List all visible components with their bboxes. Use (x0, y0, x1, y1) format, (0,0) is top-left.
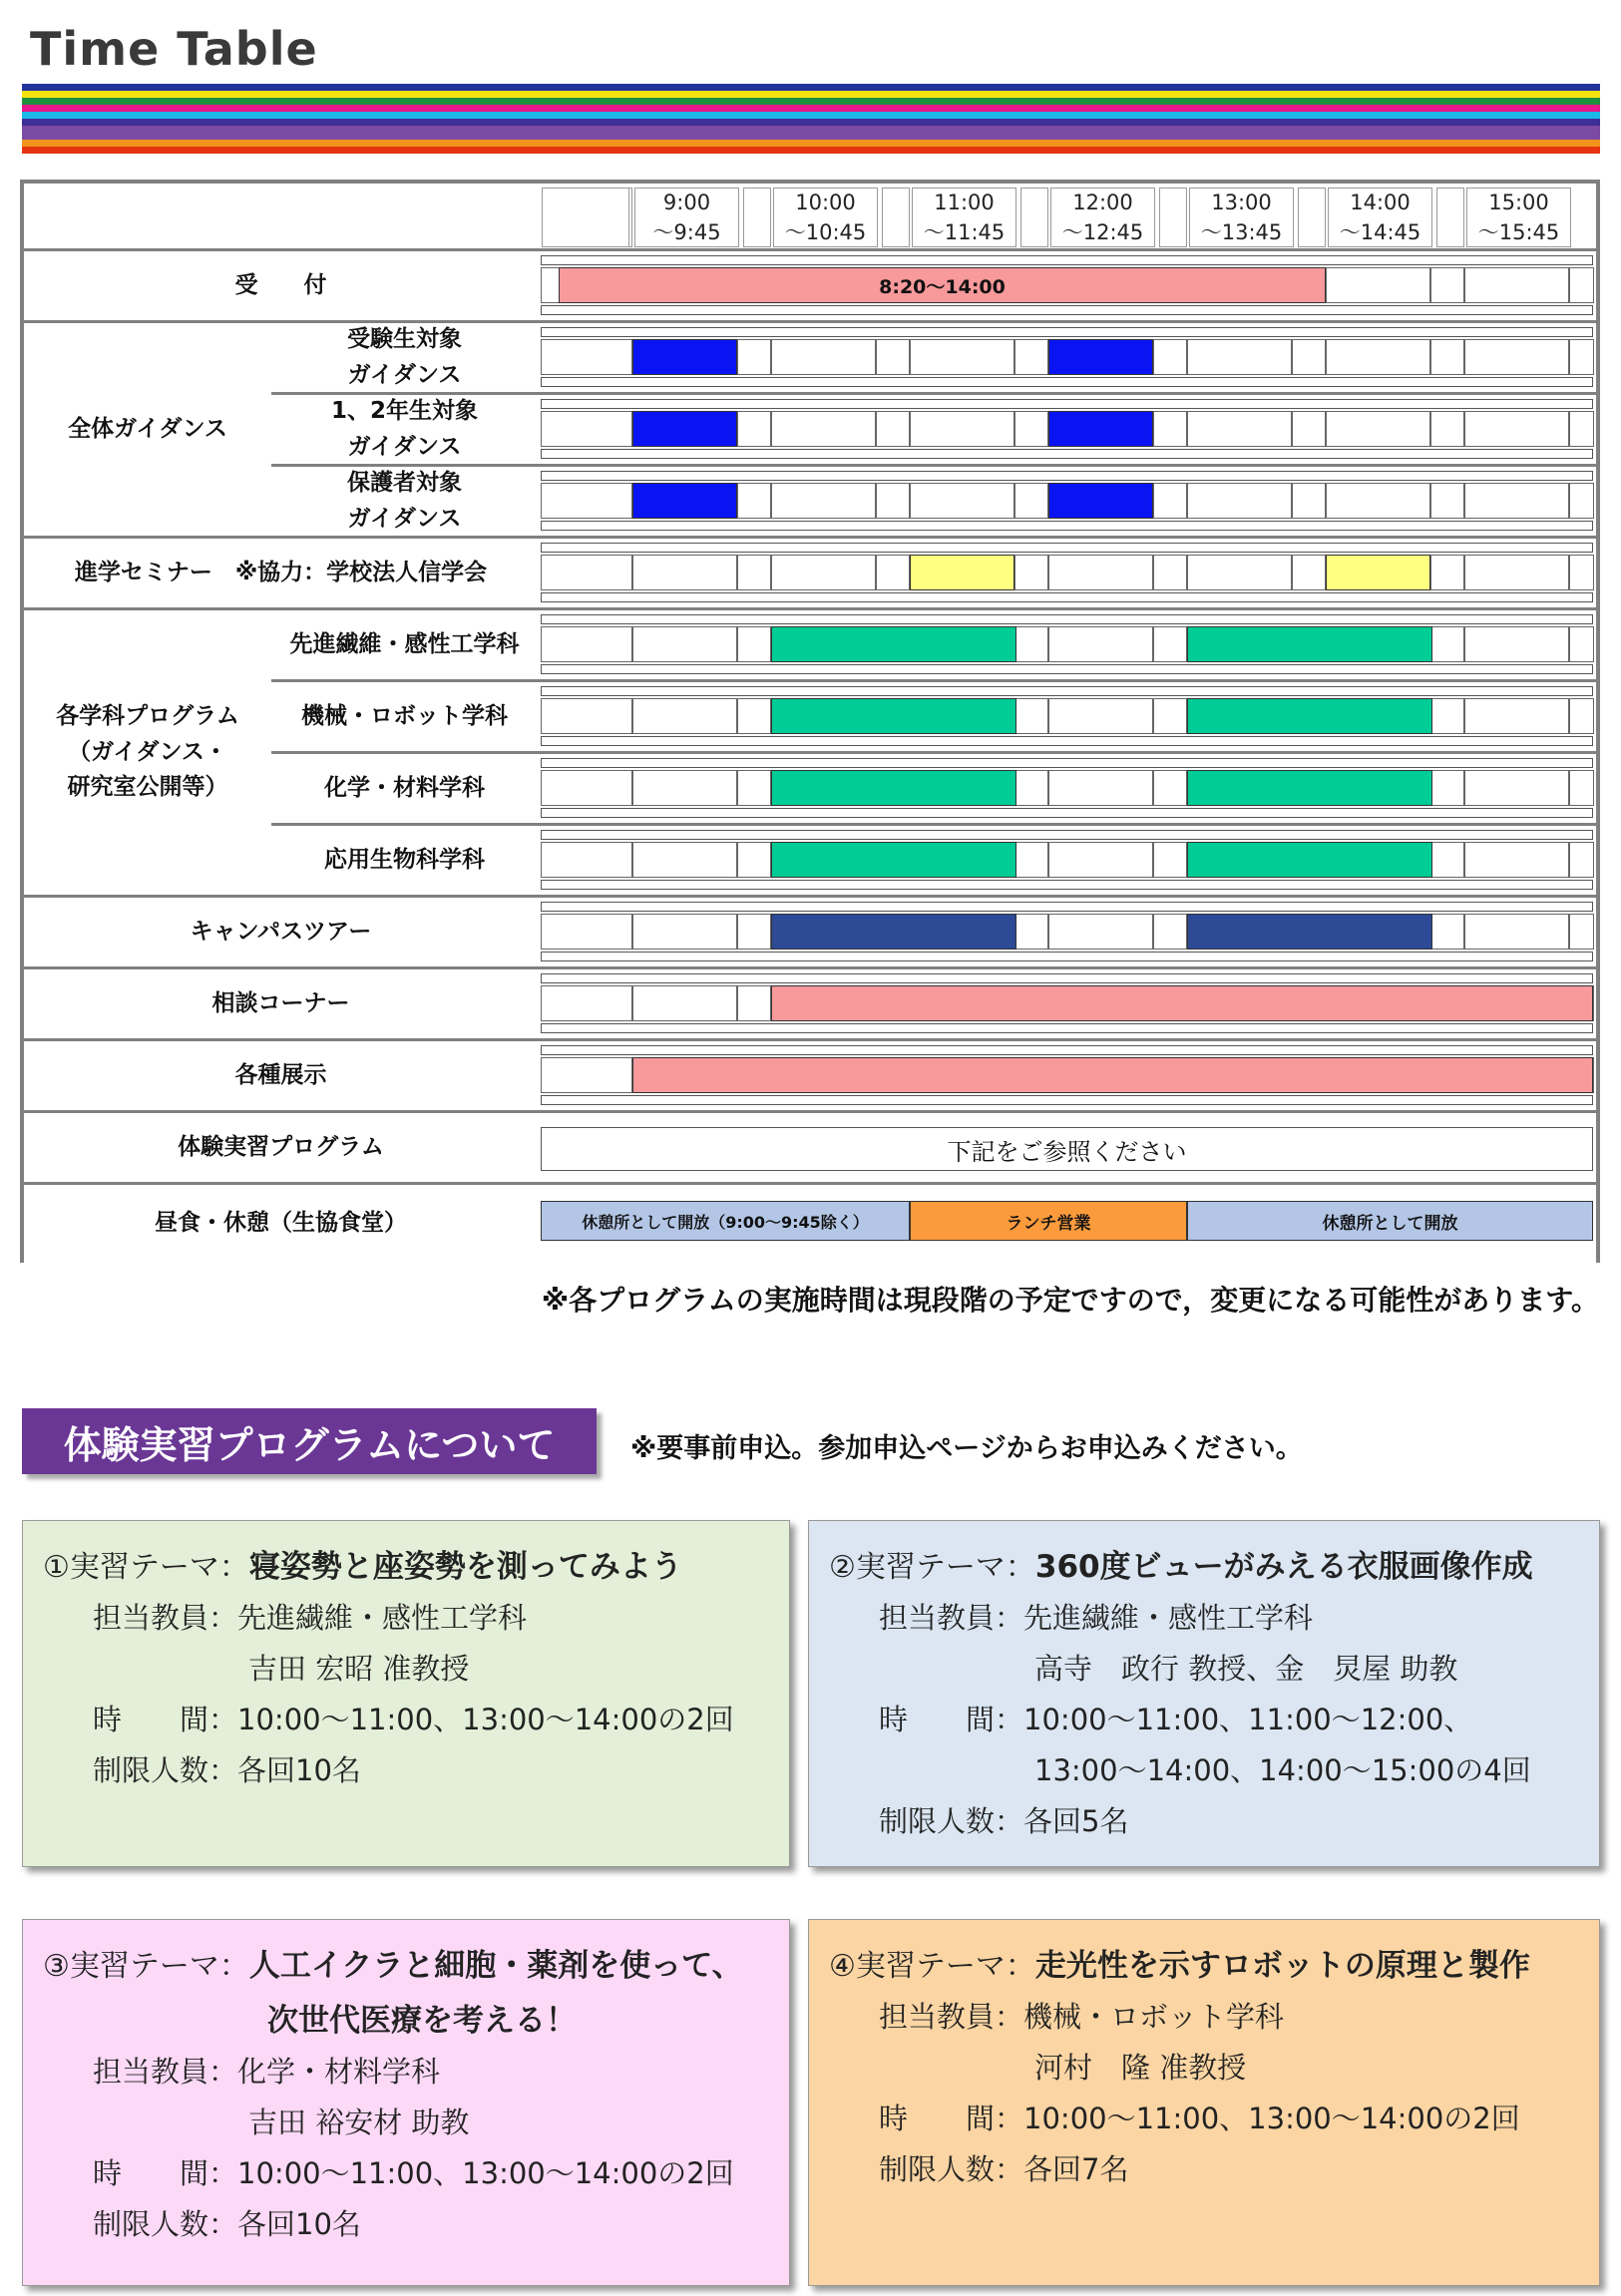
schedule-note: ※各プログラムの実施時間は現段階の予定ですので，変更になる可能性があります。 (541, 1284, 1599, 1317)
theme-label: ④実習テーマ： (829, 1949, 1035, 1984)
row-strip (541, 377, 1593, 387)
card-line (879, 1596, 1313, 1637)
row-strip (541, 543, 1593, 553)
timeline-cell (876, 555, 910, 590)
card-line (93, 2151, 734, 2192)
timeline-cell (632, 842, 737, 878)
timeline-cell (1014, 555, 1048, 590)
row-label-dept-programs (24, 610, 274, 898)
timeline-cell (737, 555, 771, 590)
timeline-cell (1430, 555, 1464, 590)
timeline-cell (1048, 626, 1153, 662)
timeline-cell (1464, 411, 1569, 447)
guidance-bar (632, 411, 737, 447)
teacher-dept: 化学・材料学科 (237, 2055, 441, 2089)
timeline-cell (1430, 626, 1464, 662)
page-title: Time Table (30, 22, 318, 76)
row-strip (541, 830, 1593, 840)
timeline-cell (1292, 483, 1326, 519)
capacity-value: 各回5名 (1023, 1804, 1129, 1838)
timeline-cell (1326, 267, 1430, 303)
card-line (1034, 2046, 1246, 2087)
time-slot-start: 13:00 (1211, 190, 1272, 214)
timeline-cell (1569, 914, 1594, 950)
timeline-cell (1430, 411, 1464, 447)
time-slot-header (1328, 188, 1432, 247)
rest-bar: 休憩所として開放 (1187, 1201, 1593, 1241)
rest-bar: 休憩所として開放（9:00～9:45除く） (541, 1201, 910, 1241)
guidance-bar (1048, 411, 1153, 447)
row-label-guidance: 全体ガイダンス (24, 323, 274, 539)
timeline-cell (1430, 914, 1464, 950)
timeline-cell (632, 626, 737, 662)
card-line (93, 2202, 361, 2243)
teacher-dept: 先進繊維・感性工学科 (1023, 1601, 1314, 1635)
guidance-sub-label-line: 受験生対象 (347, 325, 462, 352)
timeline-cell (541, 626, 632, 662)
stripe (22, 112, 1600, 119)
timeline-cell (1153, 555, 1187, 590)
consult-bar (771, 985, 1593, 1021)
time-slot-end: ～10:45 (784, 220, 867, 244)
timeline-cell (1292, 555, 1326, 590)
timeline-cell (1153, 914, 1187, 950)
timeline-cell (1014, 698, 1048, 734)
card-line (879, 1698, 1472, 1738)
card-line (43, 1541, 682, 1586)
card-line (267, 1995, 577, 2040)
theme-title: 寝姿勢と座姿勢を測ってみよう (248, 1549, 682, 1585)
card-line (93, 1748, 361, 1789)
teacher-label: 担当教員： (879, 2000, 1024, 2034)
timeline-cell (1153, 770, 1187, 806)
tour-bar (771, 914, 1016, 950)
time-slot-end: ～9:45 (652, 220, 721, 244)
capacity-label: 制限人数： (879, 1804, 1024, 1838)
row-strip (541, 952, 1593, 961)
capacity-label: 制限人数： (93, 1753, 238, 1787)
teacher-name: 吉田 裕安材 助教 (248, 2105, 470, 2139)
timeline-cell (541, 842, 632, 878)
timetable (20, 180, 1600, 1263)
timeline-cell (541, 1057, 632, 1093)
timeline-cell (541, 770, 632, 806)
dept-bar (771, 842, 1016, 878)
time-slot-start: 14:00 (1350, 190, 1411, 214)
dept-bar (771, 626, 1016, 662)
timeline-cell (737, 339, 771, 375)
dept-sub-label: 応用生物科学科 (271, 826, 541, 898)
guidance-sub-label-line: ガイダンス (347, 433, 462, 460)
capacity-value: 各回10名 (237, 1753, 361, 1787)
program-card (808, 1520, 1600, 1867)
dept-bar (1187, 770, 1432, 806)
row-strip (541, 664, 1593, 674)
row-label-experience: 体験実習プログラム (24, 1113, 541, 1185)
theme-title: 走光性を示すロボットの原理と製作 (1034, 1948, 1530, 1984)
timeline-cell (1153, 626, 1187, 662)
timeline-cell (737, 411, 771, 447)
dept-programs-label-line: 研究室公開等） (67, 774, 228, 801)
timeline-cell (1153, 411, 1187, 447)
teacher-dept: 機械・ロボット学科 (1023, 2000, 1285, 2034)
dept-sub-label: 機械・ロボット学科 (271, 682, 541, 754)
teacher-name: 吉田 宏昭 准教授 (248, 1652, 470, 1686)
teacher-name: 河村 隆 准教授 (1034, 2051, 1247, 2085)
time-slot-gap (542, 188, 629, 247)
timeline-cell (1326, 483, 1430, 519)
row-label-reception: 受 付 (24, 251, 541, 323)
time-slot-header (1466, 188, 1571, 247)
timeline-cell (1464, 267, 1569, 303)
dept-programs-label-line: 各学科プログラム (56, 703, 239, 730)
card-line (879, 2097, 1520, 2137)
time-slot-end: ～14:45 (1339, 220, 1421, 244)
row-strip (541, 592, 1593, 602)
row-strip (541, 614, 1593, 624)
timeline-cell (1569, 555, 1594, 590)
card-line (829, 1940, 1530, 1985)
timeline-cell (1464, 483, 1569, 519)
teacher-name: 高寺 政行 教授、金 炅屋 助教 (1034, 1652, 1458, 1686)
row-strip (541, 758, 1593, 768)
theme-label: ③実習テーマ： (43, 1949, 249, 1984)
row-strip (541, 449, 1593, 459)
header-corner (24, 184, 541, 251)
time-value: 10:00～11:00、13:00～14:00の2回 (1023, 2102, 1520, 2135)
guidance-sub-label (271, 467, 541, 539)
timeline-cell (910, 339, 1014, 375)
time-slot-gap (1020, 188, 1048, 247)
timeline-cell (541, 483, 632, 519)
row-label-tour: キャンパスツアー (24, 898, 541, 969)
guidance-sub-label-line: 1、2年生対象 (330, 397, 478, 424)
time-value-cont: 13:00～14:00、14:00～15:00の4回 (1034, 1753, 1531, 1787)
dept-bar (771, 698, 1016, 734)
timeline-cell (1569, 770, 1594, 806)
card-line (93, 2050, 440, 2091)
stripe (22, 91, 1600, 98)
timeline-cell (737, 483, 771, 519)
capacity-value: 各回7名 (1023, 2152, 1129, 2186)
time-slot-gap (743, 188, 771, 247)
timeline-cell (632, 985, 737, 1021)
row-strip (541, 808, 1593, 818)
time-slot-gap (1159, 188, 1187, 247)
program-section-title: 体験実習プログラムについて (22, 1408, 597, 1474)
capacity-label: 制限人数： (93, 2207, 238, 2241)
time-slot-header (634, 188, 739, 247)
timeline-cell (1326, 411, 1430, 447)
guidance-sub-label-line: ガイダンス (347, 361, 462, 388)
stripe (22, 98, 1600, 105)
time-slot-start: 12:00 (1072, 190, 1133, 214)
dept-bar (1187, 626, 1432, 662)
timeline-cell (1048, 842, 1153, 878)
timeline-cell (541, 985, 632, 1021)
timeline-cell (632, 698, 737, 734)
row-strip (541, 327, 1593, 337)
time-slot-end: ～13:45 (1200, 220, 1283, 244)
timeline-cell (1326, 339, 1430, 375)
row-strip (541, 736, 1593, 746)
theme-title: 人工イクラと細胞・薬剤を使って、 (248, 1948, 743, 1984)
program-card (808, 1919, 1600, 2286)
row-label-consult: 相談コーナー (24, 969, 541, 1041)
time-label: 時 間： (879, 2102, 1024, 2135)
time-slot-start: 10:00 (795, 190, 856, 214)
timeline-cell (737, 770, 771, 806)
timeline-cell (541, 914, 632, 950)
timeline-cell (1014, 483, 1048, 519)
row-strip (541, 880, 1593, 890)
timeline-cell (1464, 842, 1569, 878)
teacher-dept: 先進繊維・感性工学科 (237, 1601, 528, 1635)
timeline-cell (1464, 339, 1569, 375)
card-line (43, 1940, 743, 1985)
seminar-bar (1326, 555, 1430, 590)
timeline-cell (1153, 339, 1187, 375)
time-label: 時 間： (879, 1703, 1024, 1736)
exhibit-bar (632, 1057, 1593, 1093)
program-card (22, 1919, 790, 2286)
time-value: 10:00～11:00、11:00～12:00、 (1023, 1703, 1473, 1736)
stripe (22, 84, 1600, 91)
card-line (879, 1995, 1284, 2036)
program-card (22, 1520, 790, 1867)
timeline-cell (1430, 483, 1464, 519)
timeline-cell (1048, 770, 1153, 806)
time-slot-header (1189, 188, 1294, 247)
time-slot-gap (1436, 188, 1464, 247)
timeline-cell (1569, 698, 1594, 734)
timeline-cell (1430, 339, 1464, 375)
timeline-cell (1014, 770, 1048, 806)
timeline-cell (737, 985, 771, 1021)
timeline-cell (876, 483, 910, 519)
time-value: 10:00～11:00、13:00～14:00の2回 (237, 1703, 734, 1736)
capacity-value: 各回10名 (237, 2207, 361, 2241)
time-label: 時 間： (93, 2156, 238, 2190)
timeline-cell (1014, 411, 1048, 447)
timeline-cell (1430, 267, 1464, 303)
timeline-cell (737, 698, 771, 734)
row-strip (541, 1045, 1593, 1055)
guidance-sub-label (271, 395, 541, 467)
timeline-cell (632, 914, 737, 950)
timeline-cell (632, 555, 737, 590)
teacher-label: 担当教員： (93, 1601, 238, 1635)
time-label: 時 間： (93, 1703, 238, 1736)
card-line (1034, 1748, 1531, 1789)
timeline-cell (771, 555, 876, 590)
timeline-cell (1187, 555, 1292, 590)
timeline-cell (1048, 914, 1153, 950)
timeline-cell (1569, 483, 1594, 519)
capacity-label: 制限人数： (879, 2152, 1024, 2186)
guidance-sub-label-line: 保護者対象 (347, 469, 462, 496)
reception-bar: 8:20～14:00 (559, 267, 1326, 303)
timeline-cell (632, 770, 737, 806)
timeline-cell (1187, 483, 1292, 519)
card-line (829, 1541, 1533, 1586)
teacher-label: 担当教員： (93, 2055, 238, 2089)
time-slot-header (912, 188, 1016, 247)
timeline-cell (1569, 411, 1594, 447)
row-label-exhibit: 各種展示 (24, 1041, 541, 1113)
timeline-cell (1048, 555, 1153, 590)
experience-box: 下記をご参照ください (541, 1127, 1593, 1171)
dept-sub-label: 化学・材料学科 (271, 754, 541, 826)
dept-bar (1187, 842, 1432, 878)
guidance-bar (1048, 339, 1153, 375)
time-slot-gap (882, 188, 910, 247)
guidance-bar (1048, 483, 1153, 519)
dept-sub-label: 先進繊維・感性工学科 (271, 610, 541, 682)
guidance-bar (632, 339, 737, 375)
timeline-cell (910, 483, 1014, 519)
timeline-cell (1014, 626, 1048, 662)
timeline-cell (737, 626, 771, 662)
row-strip (541, 973, 1593, 983)
dept-programs-label-line: （ガイダンス・ (68, 738, 227, 765)
timeline-cell (541, 339, 632, 375)
theme-title-cont: 次世代医療を考える！ (267, 2003, 577, 2039)
time-slot-header (773, 188, 878, 247)
timeline-cell (910, 411, 1014, 447)
guidance-sub-label-line: ガイダンス (347, 505, 462, 532)
theme-label: ①実習テーマ： (43, 1550, 249, 1585)
timeline-cell (876, 339, 910, 375)
dept-bar (1187, 698, 1432, 734)
timeline-cell (1153, 483, 1187, 519)
row-strip (541, 399, 1593, 409)
theme-label: ②実習テーマ： (829, 1550, 1035, 1585)
stripe (22, 140, 1600, 147)
card-line (93, 1698, 734, 1738)
timeline-cell (876, 411, 910, 447)
timeline-cell (737, 842, 771, 878)
timeline-cell (1014, 914, 1048, 950)
time-slot-end: ～15:45 (1477, 220, 1560, 244)
dept-bar (771, 770, 1016, 806)
timeline-cell (1153, 842, 1187, 878)
timeline-cell (1187, 339, 1292, 375)
time-slot-end: ～12:45 (1061, 220, 1144, 244)
seminar-bar (910, 555, 1014, 590)
timeline-cell (1464, 626, 1569, 662)
row-label-lunch: 昼食・休憩（生協食堂） (24, 1185, 541, 1263)
stripe (22, 126, 1600, 140)
timeline-cell (1292, 339, 1326, 375)
card-line (93, 1596, 527, 1637)
row-strip (541, 471, 1593, 481)
timeline-cell (1569, 842, 1594, 878)
timeline-cell (737, 914, 771, 950)
application-note: ※要事前申込。参加申込ページからお申込みください。 (630, 1433, 1303, 1464)
card-line (248, 1647, 469, 1688)
tour-bar (1187, 914, 1432, 950)
time-slot-end: ～11:45 (923, 220, 1006, 244)
stripe (22, 105, 1600, 112)
time-slot-gap (1298, 188, 1326, 247)
guidance-bar (632, 483, 737, 519)
timeline-cell (1569, 626, 1594, 662)
timeline-cell (1430, 698, 1464, 734)
time-slot-start: 11:00 (934, 190, 995, 214)
timeline-cell (1569, 339, 1594, 375)
timeline-cell (1153, 698, 1187, 734)
timeline-cell (1292, 411, 1326, 447)
row-strip (541, 255, 1593, 265)
timeline-cell (1048, 698, 1153, 734)
card-line (1034, 1647, 1457, 1688)
timeline-cell (541, 411, 632, 447)
card-line (248, 2101, 469, 2141)
time-value: 10:00～11:00、13:00～14:00の2回 (237, 2156, 734, 2190)
row-strip (541, 305, 1593, 315)
stripe (22, 119, 1600, 126)
time-slot-header (1050, 188, 1155, 247)
teacher-label: 担当教員： (879, 1601, 1024, 1635)
timeline-cell (1464, 770, 1569, 806)
timeline-cell (1569, 267, 1594, 303)
guidance-sub-label (271, 323, 541, 395)
row-strip (541, 1023, 1593, 1033)
timeline-cell (1464, 914, 1569, 950)
timeline-cell (771, 411, 876, 447)
row-strip (541, 1095, 1593, 1105)
card-line (879, 2147, 1128, 2188)
timeline-cell (541, 555, 632, 590)
stripe (22, 147, 1600, 154)
timeline-cell (541, 698, 632, 734)
timeline-cell (1430, 770, 1464, 806)
row-label-seminar: 進学セミナー ※協力：学校法人信学会 (24, 539, 541, 610)
time-slot-start: 15:00 (1488, 190, 1549, 214)
timeline-cell (1464, 555, 1569, 590)
timeline-cell (1464, 698, 1569, 734)
time-slot-start: 9:00 (662, 190, 711, 214)
timeline-cell (771, 483, 876, 519)
row-strip (541, 521, 1593, 531)
timeline-cell (1430, 842, 1464, 878)
timeline-cell (1014, 842, 1048, 878)
lunch-bar: ランチ営業 (910, 1201, 1187, 1241)
row-strip (541, 902, 1593, 912)
row-strip (541, 686, 1593, 696)
timeline-cell (1187, 411, 1292, 447)
card-line (879, 1799, 1128, 1840)
timeline-cell (1014, 339, 1048, 375)
theme-title: 360度ビューがみえる衣服画像作成 (1034, 1549, 1533, 1585)
timeline-cell (771, 339, 876, 375)
